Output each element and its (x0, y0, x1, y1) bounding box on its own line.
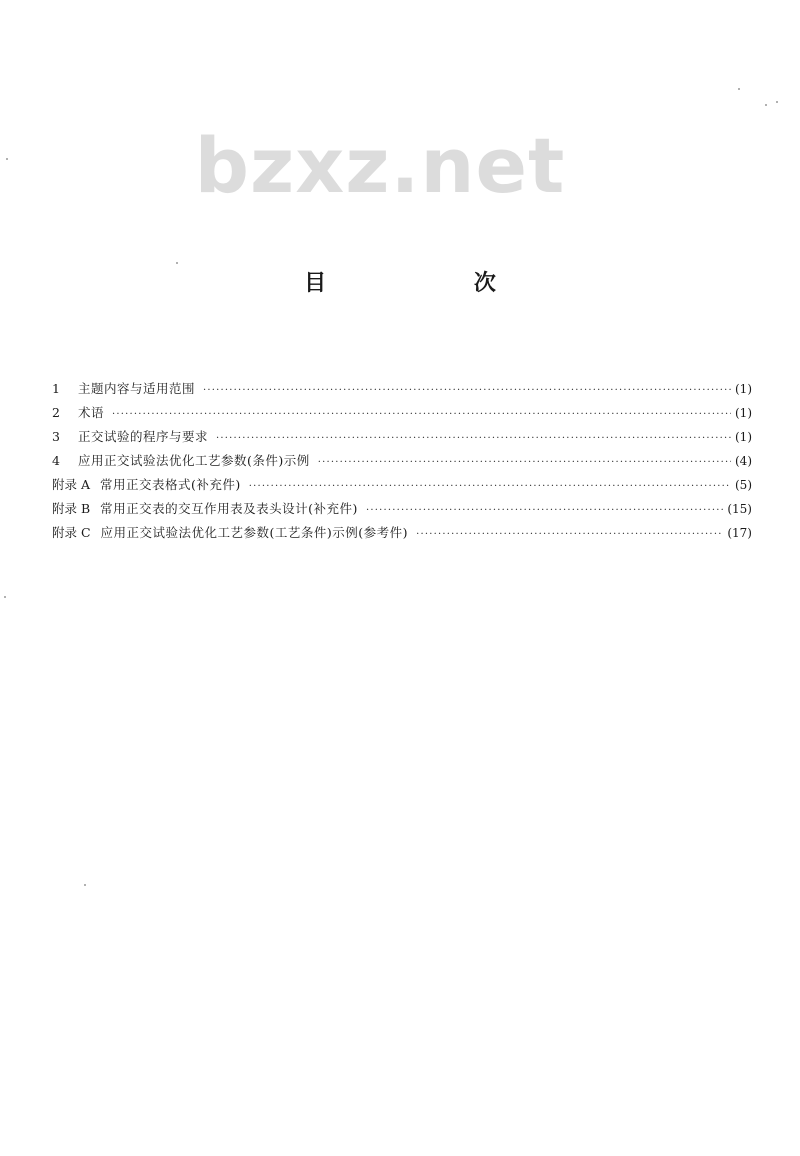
scan-speck (765, 104, 767, 106)
toc-entry[interactable] (52, 383, 752, 407)
toc-entry-title: 术语 (78, 405, 105, 420)
toc-entry-number: 附录 B (52, 501, 91, 516)
toc-entry-number: 附录 A (52, 477, 91, 492)
toc-leader-dots (249, 482, 731, 492)
watermark: bzxz.net (194, 121, 566, 210)
toc-entry-title: 应用正交试验法优化工艺参数(工艺条件)示例(参考件) (100, 525, 409, 540)
toc-leader-dots (366, 506, 723, 516)
toc-leader-dots (203, 386, 731, 396)
toc-entry-page: (1) (735, 430, 752, 444)
scan-speck (84, 884, 86, 886)
scan-speck (6, 158, 8, 160)
toc-entry-number: 2 (52, 405, 60, 420)
toc-entry-page: (5) (735, 478, 752, 492)
toc-entry-number: 3 (52, 429, 60, 444)
toc-entry[interactable] (52, 503, 752, 527)
page-title: 目 次 (304, 271, 566, 296)
toc-entry-title: 主题内容与适用范围 (78, 381, 196, 396)
scan-speck (738, 88, 740, 90)
toc-entry[interactable] (52, 479, 752, 503)
toc-leader-dots (416, 530, 723, 540)
scan-speck (776, 101, 778, 103)
toc-entry-number: 附录 C (52, 525, 91, 540)
toc-leader-dots (318, 458, 731, 468)
toc-leader-dots (112, 410, 731, 420)
scan-speck (176, 262, 178, 264)
toc-entry-page: (1) (735, 382, 752, 396)
toc-leader-dots (216, 434, 731, 444)
toc-entry-title: 常用正交表格式(补充件) (100, 477, 241, 492)
toc-entry-number: 1 (52, 381, 60, 396)
toc-entry-title: 应用正交试验法优化工艺参数(条件)示例 (78, 453, 310, 468)
scan-speck (4, 596, 6, 598)
toc-entry-title: 正交试验的程序与要求 (78, 429, 209, 444)
toc-entry-page: (17) (727, 526, 752, 540)
toc-entry[interactable] (52, 431, 752, 455)
toc-entry-number: 4 (52, 453, 60, 468)
toc-entry-page: (1) (735, 406, 752, 420)
toc-entry-title: 常用正交表的交互作用表及表头设计(补充件) (100, 501, 358, 516)
toc-entry-page: (4) (735, 454, 752, 468)
toc-entry[interactable] (52, 527, 752, 551)
toc-entry-page: (15) (727, 502, 752, 516)
toc-entry[interactable] (52, 407, 752, 431)
table-of-contents (52, 383, 752, 551)
toc-entry[interactable] (52, 455, 752, 479)
